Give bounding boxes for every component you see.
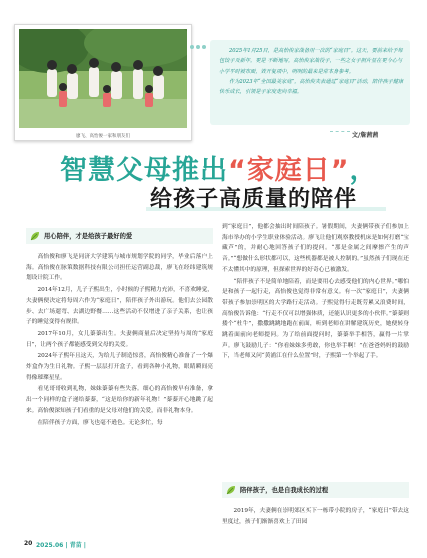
intro-paragraph: 2025年1月25日，是高怡俊家战备用一次的“家庭日”。这天，要前来给予每包饺子及新年。更是 不断地写，高怡俊家战役子，一些之女子照片显在更今心与小学平时被布面，效开复项中，明明的最来是常本身参考。 (219, 48, 403, 75)
section-title: 用心陪伴，才是给孩子最好的爱 (44, 233, 133, 240)
page-number: 20 (24, 540, 33, 547)
leaf-icon (226, 485, 236, 495)
body-paragraph: “陪伴孩子不是简单地陪着，而是要用心去感受他们的内心世界。”哪怕是和孩子一起行走，高怡俊也觉得非常有意义。有一次“家庭日”，夫妻俩带孩子参加崇明区的大学路行走活动。子熙觉得行走既劳累又浪费时间，高怡俊告诉他：“行走不仅可以增强体质，还能认识更多的小伙伴。”蓁蓁则搂个“杜牛”，撒撒跳跳地跑在前面，听到老师在讲解建筑历史，她便转身跳着面前向老师提问。为了给前面提问时，蓁蓁举手相答，赢得一片掌声。廖飞鼓励儿子：“你看妹妹多勇敢，你也举手啊！”在爸爸妈妈的鼓励下，当老师又问“黄浦江在什么位置”时，子熙第一个举起了手。 (222, 278, 409, 360)
issue-label: 2025.06 | 青苗 | (36, 542, 86, 549)
body-paragraph: 2024年子熙年且这天，为给儿子制造惊喜，高怡俊精心准备了一个爆炸盒作为生日礼物。子熙一层层打开盒子，看到各种小礼物，眼睛瞬间亮得像璀璨星星。 (26, 353, 213, 381)
body-paragraph: 在陪伴孩子方面，廖飞也毫不逊色。无论多忙，每 (37, 419, 163, 426)
article-title-line2: 给孩子高质量的陪伴 (150, 186, 358, 212)
body-paragraph: 到“家庭日”，他都会抽出时间陪孩子。暑假期间，夫妻俩带孩子们参加上海市举办的小学生职业体验活动。廖飞让他们观察教授机床是如何打磨“宝藏芦”的，并耐心地回答孩子们的提问。“那是金属之间摩擦产生的声音。”“想做什么形状都可以，这些机器都是被人控制的。”虽然孩子们现在还不太懂其中的原理，但探索世界的好奇心已被激发。 (222, 224, 409, 273)
right-column (222, 222, 409, 363)
section-title: 陪伴孩子，也是自我成长的过程 (240, 487, 329, 494)
byline: 文/詹茜茜 (352, 132, 379, 139)
byline-divider (330, 131, 350, 132)
section-heading-2 (222, 482, 409, 498)
body-paragraph: 看见哥哥收到礼物，妹妹蓁蓁有些失落。细心的高怡俊早有准备，拿出一个同样的盒子递给蓁蓁，“这是给你的新年礼物！”蓁蓁开心地跳了起来。高怡俊深知孩子们看重的是父母对他们的关爱，而非礼物本身。 (26, 386, 213, 414)
intro-paragraph: 作为2023年“全国最美家庭”，高怡俊夫表通过“家庭日”活动，陪伴孩子健康快乐成长，引领是子家度走向幸福。 (219, 78, 404, 96)
right-column-continued (222, 506, 409, 528)
intro-box (210, 40, 410, 125)
leaf-icon (30, 231, 40, 241)
family-photo (19, 29, 187, 128)
body-paragraph: 2017年10月，女儿蓁蓁出生。夫妻俩商量后决定坚持与周的“家庭日”，让两个孩子都能感受到父母的关爱。 (26, 330, 213, 348)
title-highlight: “家庭日” (228, 155, 350, 186)
title-text: 智慧父母推出 (60, 155, 228, 186)
left-column (26, 252, 213, 429)
family-photo-frame (14, 24, 192, 141)
title-punct: ， (349, 155, 378, 186)
body-paragraph: 2019年，夫妻俩在崇明郊区买下一栋带小院的房子，“家庭日”带去这里度过，孩子们渐渐喜欢上了田园 (222, 508, 409, 525)
body-paragraph: 2014年12月，儿子子熙出生，小时候的子熙精力充沛，不喜欢睡觉，夫妻俩便决定将每周六作为“家庭日”，陪伴孩子外出游玩。他们去公园散步、去广场遛弯、去湖边野餐……这些活动不仅增进了亲子关系，也让孩子的睡觉变得有规律。 (26, 287, 213, 326)
section-heading-1 (26, 228, 213, 244)
intro-text (219, 46, 405, 97)
photo-caption: 廖飞、高怡俊一家和朋友们 (76, 134, 130, 139)
body-paragraph: 高怡俊和廖飞是同济大学建筑与城市规划学院的同学，毕业后落户上海。高怡俊在脉策数据科技有限公司担任运营副总裁，廖飞在经纬建筑规划设计院工作。 (26, 254, 213, 282)
